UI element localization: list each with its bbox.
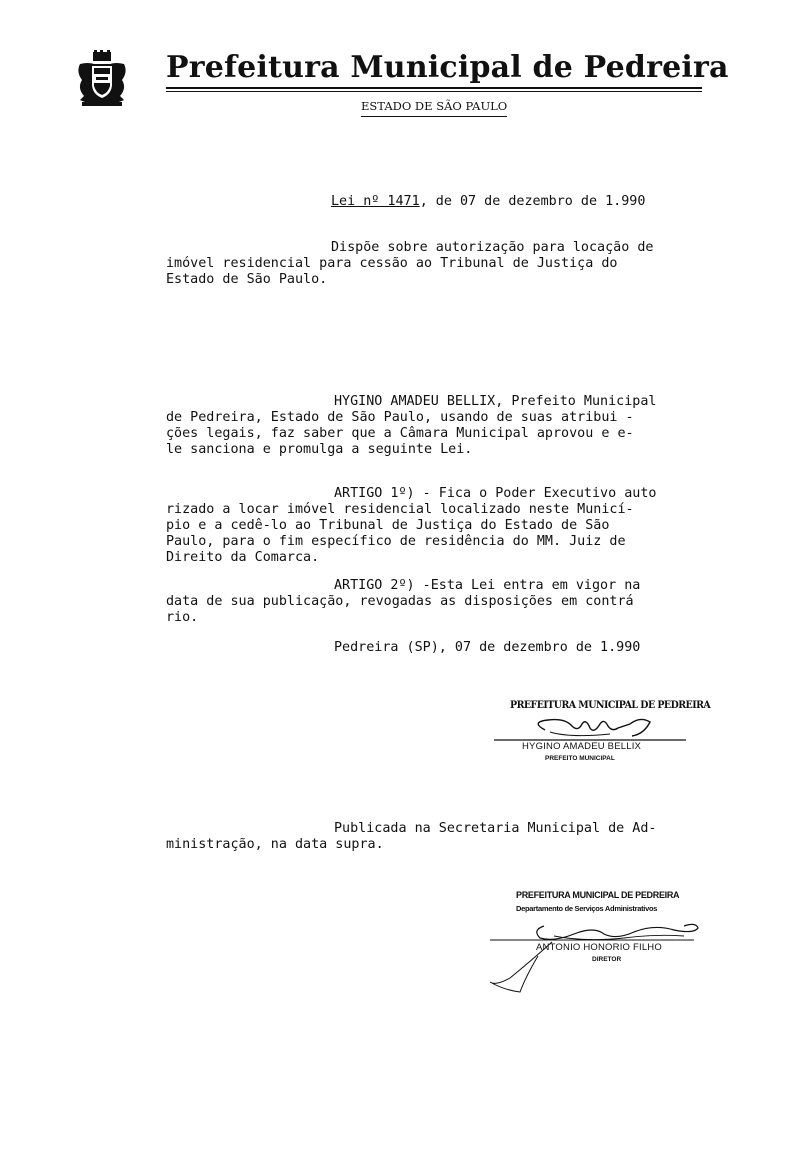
article1-line: Paulo, para o fim específico de residência do MM. Juiz de <box>166 534 626 549</box>
director-stamp-office: PREFEITURA MUNICIPAL DE PEDREIRA <box>516 890 680 900</box>
director-name: ANTONIO HONORIO FILHO <box>536 942 662 953</box>
article2-line: rio. <box>166 610 199 625</box>
publication-line: ministração, na data supra. <box>166 837 384 852</box>
header-rule <box>166 87 702 89</box>
mayor-role: PREFEITO MUNICIPAL <box>545 755 615 762</box>
director-signature <box>484 912 714 996</box>
preamble-line: de Pedreira, Estado de São Paulo, usando de suas atribui - <box>166 410 634 425</box>
header-title: Prefeitura Municipal de Pedreira <box>166 50 729 85</box>
mayor-name: HYGINO AMADEU BELLIX <box>522 741 642 752</box>
mayor-signature <box>490 712 690 742</box>
summary-line: Dispõe sobre autorização para locação de <box>331 240 654 255</box>
preamble-line: HYGINO AMADEU BELLIX, Prefeito Municipal <box>334 394 657 409</box>
article2-line: ARTIGO 2º) -Esta Lei entra em vigor na <box>334 578 641 593</box>
header-subtitle: ESTADO DE SÃO PAULO <box>361 99 507 117</box>
place-date: Pedreira (SP), 07 de dezembro de 1.990 <box>334 640 641 655</box>
preamble-line: le sanciona e promulga a seguinte Lei. <box>166 442 473 457</box>
law-title <box>331 194 645 210</box>
article1-line: ARTIGO 1º) - Fica o Poder Executivo auto <box>334 486 657 501</box>
municipal-crest-icon <box>74 50 130 108</box>
publication-line: Publicada na Secretaria Municipal de Ad- <box>334 821 657 836</box>
article1-line: Direito da Comarca. <box>166 550 320 565</box>
article1-line: rizado a locar imóvel residencial localizado neste Municí- <box>166 502 634 517</box>
director-stamp-department: Departamento de Serviços Administrativos <box>516 904 658 913</box>
preamble-line: ções legais, faz saber que a Câmara Municipal aprovou e e- <box>166 426 634 441</box>
summary-line: Estado de São Paulo. <box>166 272 328 287</box>
director-role: DIRETOR <box>592 956 622 963</box>
article1-line: pio e a cedê-lo ao Tribunal de Justiça do Estado de São <box>166 518 610 533</box>
article2-line: data de sua publicação, revogadas as disposições em contrá <box>166 594 634 609</box>
header-rule-thin <box>166 91 702 92</box>
law-number: Lei nº 1471 <box>331 194 420 209</box>
mayor-stamp-office: PREFEITURA MUNICIPAL DE PEDREIRA <box>510 699 711 711</box>
law-date: , de 07 de dezembro de 1.990 <box>419 194 646 209</box>
summary-line: imóvel residencial para cessão ao Tribunal de Justiça do <box>166 256 618 271</box>
